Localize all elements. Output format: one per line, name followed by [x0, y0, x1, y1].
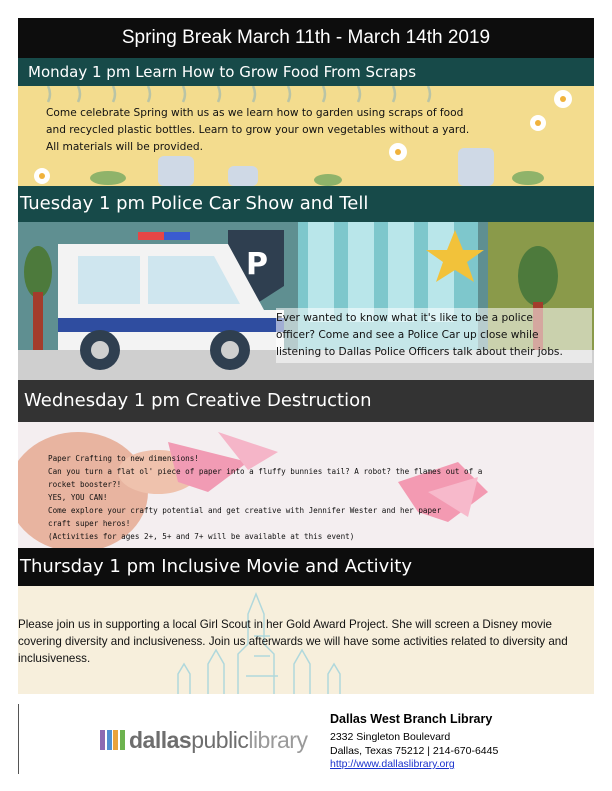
footer-divider — [18, 704, 19, 774]
logo-bar — [100, 730, 105, 750]
logo-wordmark: dallaspubliclibrary — [129, 726, 308, 753]
wednesday-line: craft super heros! — [48, 519, 131, 528]
wednesday-line: Paper Crafting to new dimensions! — [48, 454, 199, 463]
tuesday-line: Ever wanted to know what it's like to be a police — [276, 312, 533, 324]
branch-address: 2332 Singleton Boulevard — [330, 731, 451, 743]
tuesday-description — [276, 308, 592, 363]
thursday-panel — [18, 586, 594, 694]
thursday-description: Please join us in supporting a local Girl Scout in her Gold Award Project. She will screen a Disney movie covering diversity and inclusiveness. Join us afterwards we will have some activities related to diversity and inclusiveness. — [18, 618, 568, 665]
library-website-link[interactable]: http://www.dallaslibrary.org — [330, 758, 455, 770]
wednesday-panel — [18, 422, 594, 548]
monday-line: Come celebrate Spring with us as we learn how to garden using scraps of food — [46, 107, 464, 119]
tuesday-line: listening to Dallas Police Officers talk about their jobs. — [276, 346, 563, 358]
wednesday-line: (Activities for ages 2+, 5+ and 7+ will be available at this event) — [48, 532, 355, 541]
logo-bar — [107, 730, 112, 750]
wednesday-line: Can you turn a flat ol' piece of paper into a fluffy bunnies tail? A robot? the flames out of a — [48, 467, 483, 476]
monday-heading: Monday 1 pm Learn How to Grow Food From Scraps — [18, 58, 594, 86]
branch-name: Dallas West Branch Library — [330, 712, 493, 726]
tuesday-panel — [18, 222, 594, 380]
thursday-heading: Thursday 1 pm Inclusive Movie and Activity — [18, 548, 594, 586]
logo-bar — [120, 730, 125, 750]
dallas-public-library-logo — [100, 726, 307, 754]
wednesday-description — [48, 452, 518, 543]
wednesday-line: rocket booster?! — [48, 480, 122, 489]
branch-city-phone: Dallas, Texas 75212 | 214-670-6445 — [330, 745, 499, 757]
tuesday-line: officer? Come and see a Police Car up close while — [276, 329, 539, 341]
monday-line: All materials will be provided. — [46, 141, 203, 153]
monday-line: and recycled plastic bottles. Learn to grow your own vegetables without a yard. — [46, 124, 470, 136]
wednesday-line: YES, YOU CAN! — [48, 493, 108, 502]
monday-description — [46, 105, 516, 156]
wednesday-heading: Wednesday 1 pm Creative Destruction — [18, 380, 594, 422]
logo-bar — [113, 730, 118, 750]
tuesday-heading: Tuesday 1 pm Police Car Show and Tell — [18, 186, 594, 222]
event-banner-title: Spring Break March 11th - March 14th 2019 — [18, 18, 594, 58]
wednesday-line: Come explore your crafty potential and get creative with Jennifer Wester and her paper — [48, 506, 442, 515]
parking-sign-letter: P — [246, 247, 268, 282]
monday-panel — [18, 86, 594, 186]
